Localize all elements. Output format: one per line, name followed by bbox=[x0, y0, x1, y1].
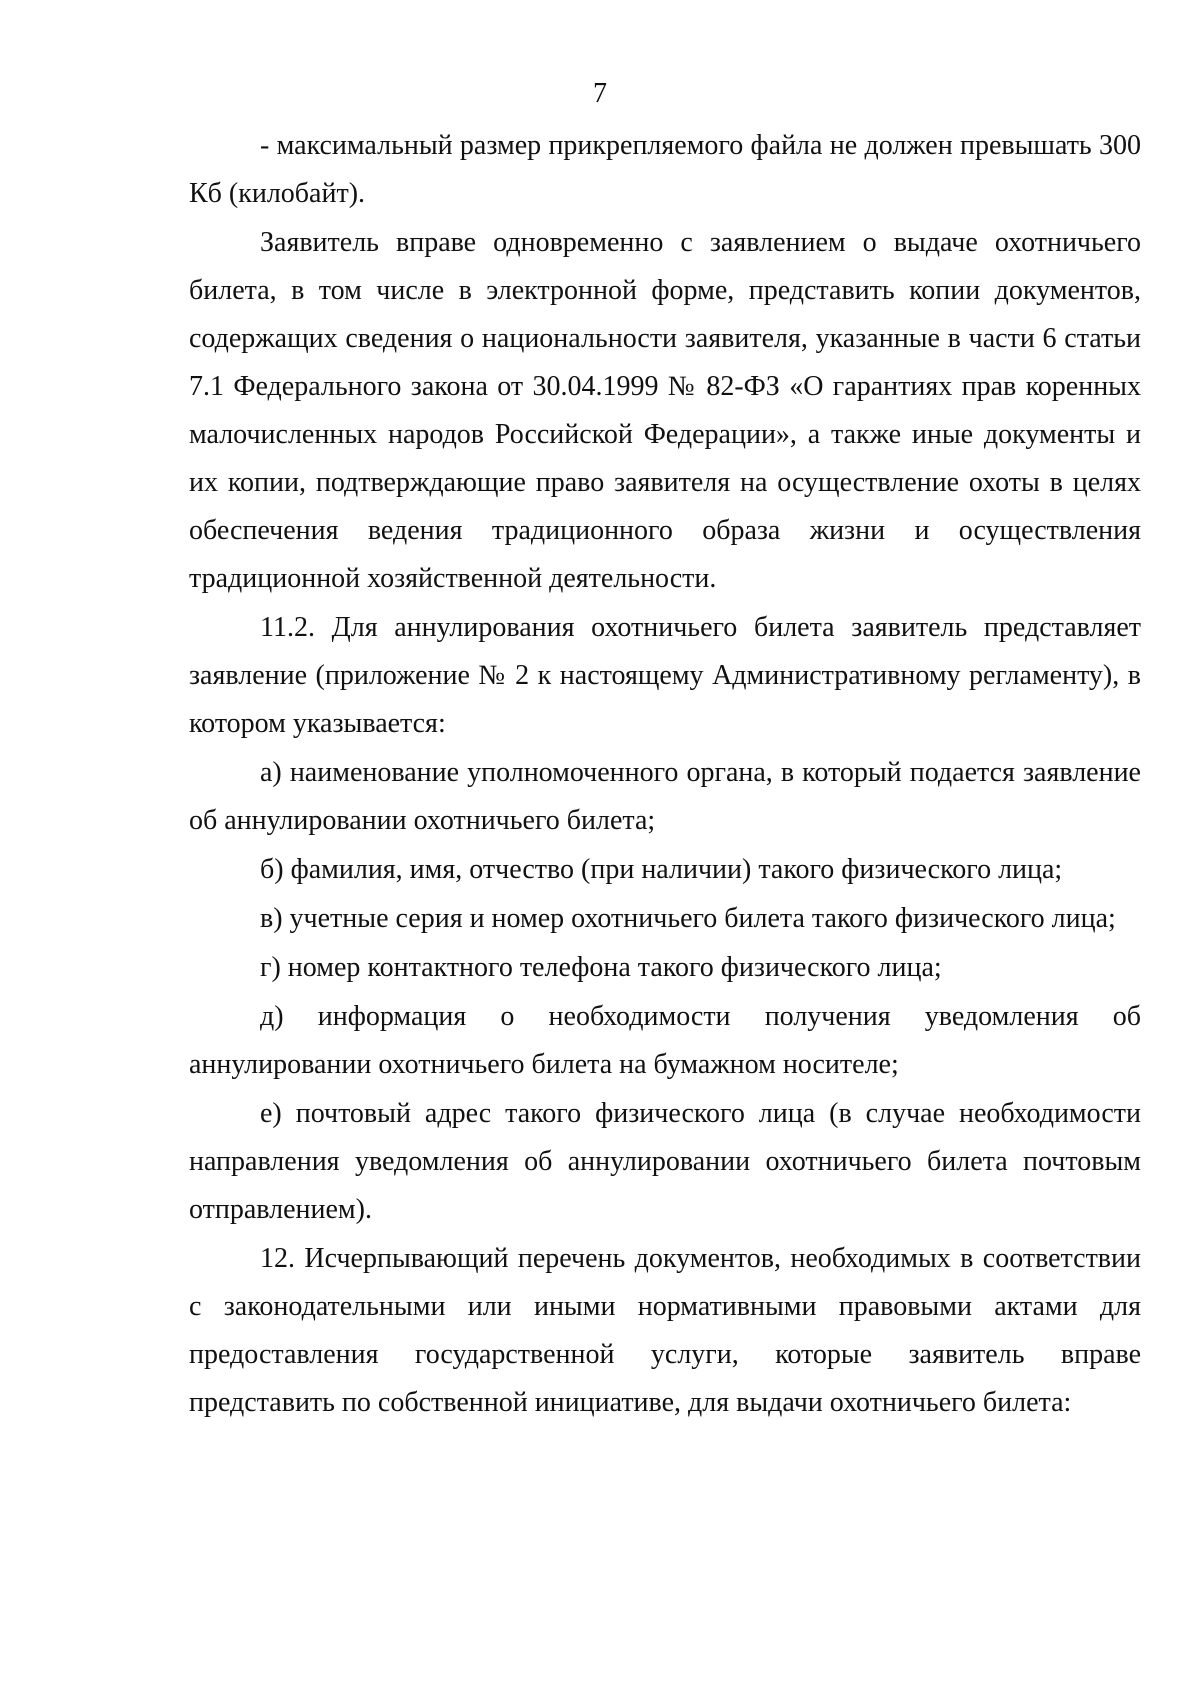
list-item-v: в) учетные серия и номер охотничьего билета такого физического лица; bbox=[260, 903, 1116, 934]
list-item-b: б) фамилия, имя, отчество (при наличии) такого физического лица; bbox=[260, 854, 1063, 885]
document-body bbox=[189, 122, 1141, 1427]
paragraph-11-2: 11.2. Для аннулирования охотничьего билета заявитель представляет заявление (приложение № 2 к настоящему Административному регламенту), в котором указывается: bbox=[189, 612, 1141, 739]
page-number: 7 bbox=[593, 78, 607, 109]
list-item-d: д) информация о необходимости получения уведомления об аннулировании охотничьего билета на бумажном носителе; bbox=[189, 1001, 1141, 1080]
paragraph-file-size-limit: - максимальный размер прикрепляемого файла не должен превышать 300 Кб (килобайт). bbox=[189, 130, 1141, 209]
list-item-e: е) почтовый адрес такого физического лица (в случае необходимости направления уведомления об аннулировании охотничьего билета почтовым отправлением). bbox=[189, 1098, 1141, 1225]
paragraph-applicant-rights: Заявитель вправе одновременно с заявлением о выдаче охотничьего билета, в том числе в электронной форме, представить копии документов, содержащих сведения о национальности заявителя, указанные в части 6 статьи 7.1 Федерального закона от 30.04.1999 № 82-ФЗ «О гарантиях прав коренных малочисленных народов Российской Федерации», а также иные документы и их копии, подтверждающие право заявителя на осуществление охоты в целях обеспечения ведения традиционного образа жизни и осуществления традиционной хозяйственной деятельности. bbox=[189, 227, 1141, 594]
list-item-a: а) наименование уполномоченного органа, в который подается заявление об аннулировании охотничьего билета; bbox=[189, 757, 1141, 836]
list-item-g: г) номер контактного телефона такого физического лица; bbox=[260, 952, 942, 983]
paragraph-12: 12. Исчерпывающий перечень документов, необходимых в соответствии с законодательными или иными нормативными правовыми актами для предоставления государственной услуги, которые заявитель вправе представить по собственной инициативе, для выдачи охотничьего билета: bbox=[189, 1243, 1141, 1418]
